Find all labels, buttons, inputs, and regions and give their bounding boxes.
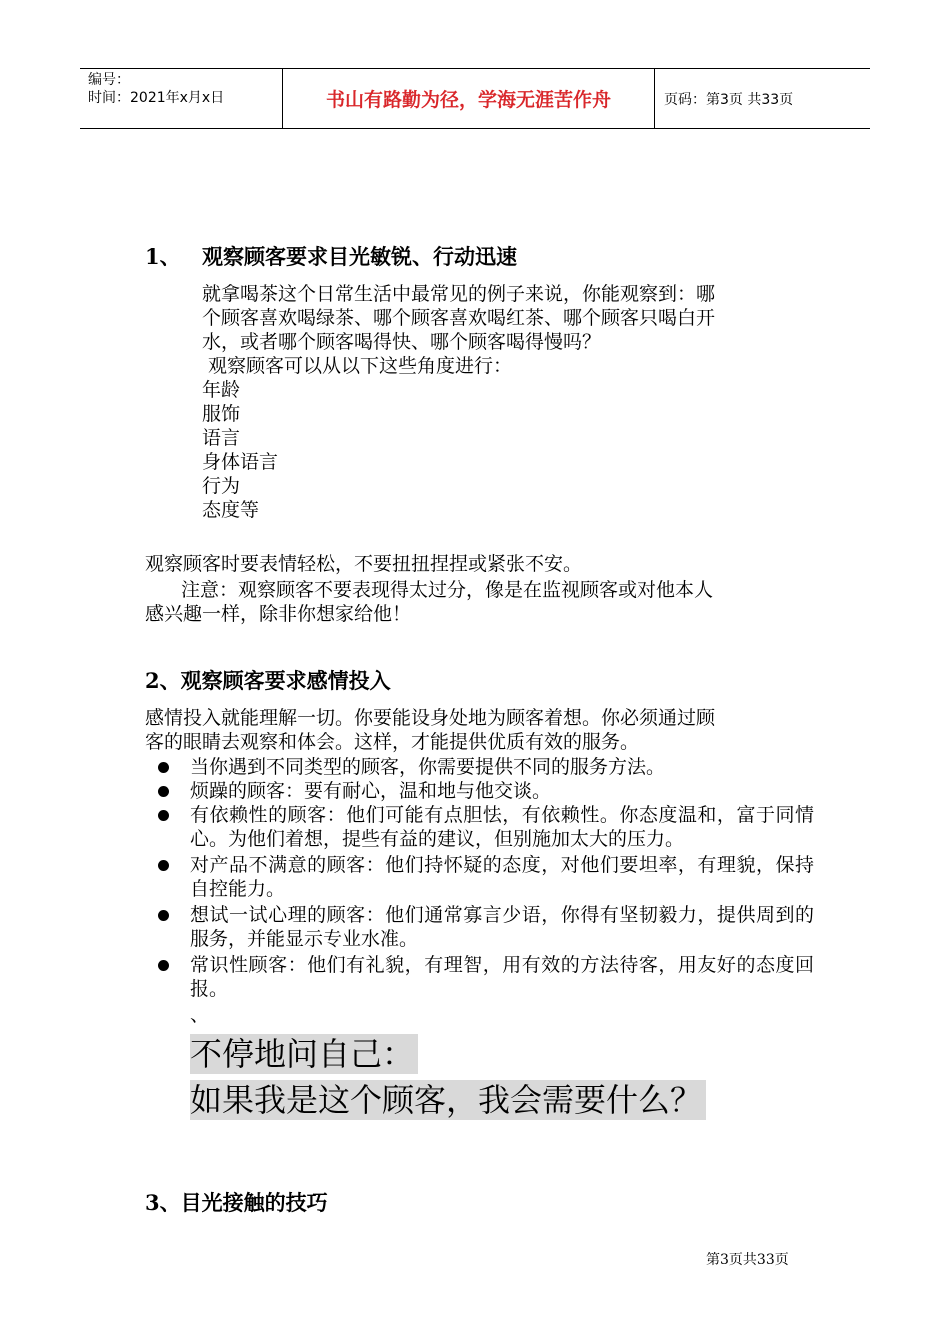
list-item: 想试一试心理的顾客：他们通常寡言少语，你得有坚韧毅力，提供周到的服务，并能显示专业水准。 xyxy=(158,903,814,951)
header-meta xyxy=(80,69,282,128)
aspect-item: 行为 xyxy=(202,475,241,497)
aspect-item: 身体语言 xyxy=(202,451,279,473)
bullet-icon xyxy=(158,810,169,821)
list-item: 常识性顾客：他们有礼貌，有理智，用有效的方法待客，用友好的态度回报。 xyxy=(158,953,814,1001)
bullet-icon xyxy=(158,786,169,797)
section1-heading-number: 1、 xyxy=(145,244,181,269)
section1-paragraph: 就拿喝茶这个日常生活中最常见的例子来说，你能观察到：哪 个顾客喜欢喝绿茶、哪个顾客喜欢喝红茶、哪个顾客只喝白开 水，或者哪个顾客喝得快、哪个顾客喝得慢吗？ 观察顾客可以从以下这些角度进行： 年龄 服饰 语言 身体语言 行为 态度等 xyxy=(202,282,814,522)
bullet-icon xyxy=(158,960,169,971)
bullet-icon xyxy=(158,910,169,921)
section2-heading: 2、观察顾客要求感情投入 xyxy=(145,668,391,693)
section1-warning: 注意：观察顾客不要表现得太过分，像是在监视顾客或对他本人 感兴趣一样，除非你想家给他！ xyxy=(145,579,714,625)
time-label: 时间：2021年x月x日 xyxy=(88,90,225,106)
section1-heading: 观察顾客要求目光敏锐、行动迅速 xyxy=(202,244,517,269)
page-header xyxy=(80,68,870,129)
number-label: 编号： xyxy=(88,72,130,88)
aspect-item: 年龄 xyxy=(202,379,241,401)
aspects-intro: 观察顾客可以从以下这些角度进行： xyxy=(202,355,513,377)
page-footer: 第3页共33页 xyxy=(706,1252,789,1268)
section1-note: 观察顾客时要表情轻松，不要扭扭捏捏或紧张不安。 xyxy=(145,553,583,575)
callout-line-2: 如果我是这个顾客，我会需要什么？ xyxy=(190,1080,706,1120)
bullet-icon xyxy=(158,860,169,871)
header-motto: 书山有路勤为径，学海无涯苦作舟 xyxy=(282,69,655,128)
list-item: 对产品不满意的顾客：他们持怀疑的态度，对他们要坦率，有理貌，保持自控能力。 xyxy=(158,853,814,901)
header-page-info: 页码：第3页 共33页 xyxy=(664,91,794,108)
list-item: 有依赖性的顾客：他们可能有点胆怯，有依赖性。你态度温和，富于同情心。为他们着想，提些有益的建议，但别施加太大的压力。 xyxy=(158,803,814,851)
aspect-item: 语言 xyxy=(202,427,241,449)
list-item: 烦躁的顾客：要有耐心，温和地与他交谈。 xyxy=(158,779,814,803)
list-item: 当你遇到不同类型的顾客，你需要提供不同的服务方法。 xyxy=(158,755,814,779)
bullet-icon xyxy=(158,762,169,773)
callout-line-1: 不停地问自己： xyxy=(190,1034,418,1074)
aspect-item: 态度等 xyxy=(202,499,260,521)
section2-intro: 感情投入就能理解一切。你要能设身处地为顾客着想。你必须通过顾 客的眼睛去观察和体会。这样，才能提供优质有效的服务。 xyxy=(145,707,716,753)
section3-heading: 3、目光接触的技巧 xyxy=(145,1190,328,1215)
aspect-item: 服饰 xyxy=(202,403,241,425)
stray-mark: 、 xyxy=(190,1004,210,1026)
